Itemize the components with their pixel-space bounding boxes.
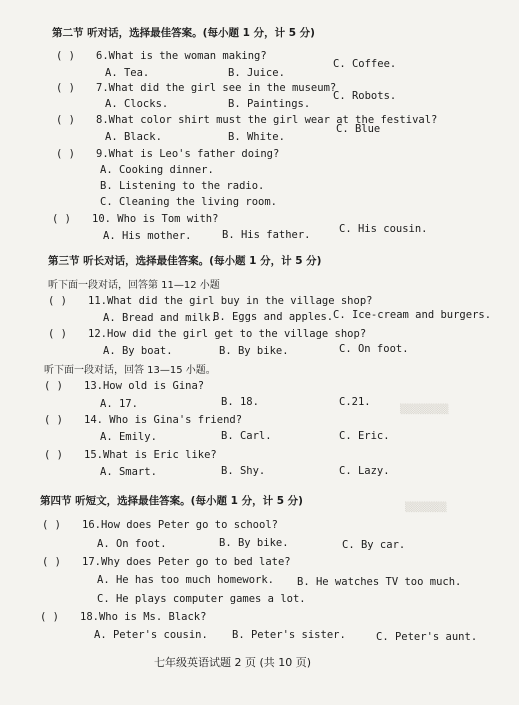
question-12-stem xyxy=(48,328,366,341)
option-b: B. His father. xyxy=(222,229,311,241)
option-b: B. Paintings. xyxy=(228,98,311,110)
question-stem: 9.What is Leo's father doing? xyxy=(96,148,280,160)
option-c: C. Coffee. xyxy=(333,58,397,70)
question-9-stem xyxy=(56,148,279,161)
option-a: A. 17. xyxy=(100,398,138,410)
option-c: C. Blue xyxy=(336,123,381,135)
option-a: A. Smart. xyxy=(100,466,157,478)
option-c: C. Peter's aunt. xyxy=(376,631,478,643)
answer-blank[interactable]: ( ) xyxy=(44,380,63,392)
option-a: A. Emily. xyxy=(100,431,157,443)
option-c: C. Ice-cream and burgers. xyxy=(333,309,492,321)
question-14-stem xyxy=(44,414,242,427)
option-c: C. He plays computer games a lot. xyxy=(97,593,306,605)
section-3-intro-2: 听下面一段对话，回答 13—15 小题。 xyxy=(44,365,216,376)
option-a: A. Bread and milk. xyxy=(103,312,217,324)
option-b: B. Peter's sister. xyxy=(232,629,346,641)
option-a: A. On foot. xyxy=(97,538,167,550)
option-c: C.21. xyxy=(339,396,371,408)
question-stem: 7.What did the girl see in the museum? xyxy=(96,82,337,94)
question-11-stem xyxy=(48,295,372,308)
section-3-title: 第三节 听长对话，选择最佳答案。(每小题 1 分，计 5 分) xyxy=(48,255,322,267)
question-stem: 11.What did the girl buy in the village shop? xyxy=(88,295,373,307)
option-b: B. Shy. xyxy=(221,465,266,477)
section-3-intro-1: 听下面一段对话，回答第 11—12 小题 xyxy=(48,280,220,291)
option-c: C. Lazy. xyxy=(339,465,390,477)
option-b: B. He watches TV too much. xyxy=(297,576,462,588)
bleed-through-mark: ▒▒▒▒▒▒▒ xyxy=(400,405,449,415)
option-c: C. Cleaning the living room. xyxy=(100,196,278,208)
answer-blank[interactable]: ( ) xyxy=(56,50,75,62)
question-18-stem xyxy=(40,611,206,624)
answer-blank[interactable]: ( ) xyxy=(42,556,61,568)
question-stem: 18.Who is Ms. Black? xyxy=(80,611,207,623)
option-a: A. He has too much homework. xyxy=(97,574,275,586)
option-a: A. His mother. xyxy=(103,230,192,242)
question-stem: 8.What color shirt must the girl wear at the festival? xyxy=(96,114,438,126)
question-stem: 17.Why does Peter go to bed late? xyxy=(82,556,291,568)
answer-blank[interactable]: ( ) xyxy=(52,213,71,225)
question-6-stem xyxy=(56,50,267,63)
question-stem: 13.How old is Gina? xyxy=(84,380,205,392)
option-b: B. Listening to the radio. xyxy=(100,180,265,192)
question-stem: 15.What is Eric like? xyxy=(84,449,217,461)
question-stem: 12.How did the girl get to the village shop? xyxy=(88,328,367,340)
question-13-stem xyxy=(44,380,204,393)
answer-blank[interactable]: ( ) xyxy=(56,114,75,126)
question-stem: 6.What is the woman making? xyxy=(96,50,267,62)
option-b: B. Juice. xyxy=(228,67,285,79)
answer-blank[interactable]: ( ) xyxy=(42,519,61,531)
option-b: B. Carl. xyxy=(221,430,272,442)
section-4-title: 第四节 听短文，选择最佳答案。(每小题 1 分，计 5 分) xyxy=(40,495,303,507)
question-stem: 10. Who is Tom with? xyxy=(92,213,219,225)
option-b: B. By bike. xyxy=(219,345,289,357)
answer-blank[interactable]: ( ) xyxy=(48,328,67,340)
answer-blank[interactable]: ( ) xyxy=(44,414,63,426)
question-17-stem xyxy=(42,556,291,569)
question-stem: 14. Who is Gina's friend? xyxy=(84,414,243,426)
option-a: A. Cooking dinner. xyxy=(100,164,214,176)
question-7-stem xyxy=(56,82,336,95)
option-a: A. By boat. xyxy=(103,345,173,357)
option-b: B. By bike. xyxy=(219,537,289,549)
option-c: C. His cousin. xyxy=(339,223,428,235)
question-16-stem xyxy=(42,519,278,532)
question-stem: 16.How does Peter go to school? xyxy=(82,519,278,531)
section-2-title: 第二节 听对话，选择最佳答案。(每小题 1 分，计 5 分) xyxy=(52,27,315,39)
option-a: A. Tea. xyxy=(105,67,150,79)
option-a: A. Clocks. xyxy=(105,98,169,110)
option-b: B. Eggs and apples. xyxy=(213,311,334,323)
option-c: C. Robots. xyxy=(333,90,397,102)
question-15-stem xyxy=(44,449,217,462)
option-a: A. Peter's cousin. xyxy=(94,629,208,641)
option-c: C. On foot. xyxy=(339,343,409,355)
answer-blank[interactable]: ( ) xyxy=(44,449,63,461)
bleed-through-mark: ▒▒▒▒▒▒ xyxy=(405,503,447,513)
option-b: B. 18. xyxy=(221,396,259,408)
answer-blank[interactable]: ( ) xyxy=(48,295,67,307)
question-10-stem xyxy=(52,213,218,226)
page-footer: 七年级英语试题 2 页 (共 10 页) xyxy=(154,656,312,669)
answer-blank[interactable]: ( ) xyxy=(40,611,59,623)
answer-blank[interactable]: ( ) xyxy=(56,82,75,94)
option-b: B. White. xyxy=(228,131,285,143)
answer-blank[interactable]: ( ) xyxy=(56,148,75,160)
option-c: C. Eric. xyxy=(339,430,390,442)
option-a: A. Black. xyxy=(105,131,162,143)
option-c: C. By car. xyxy=(342,539,406,551)
